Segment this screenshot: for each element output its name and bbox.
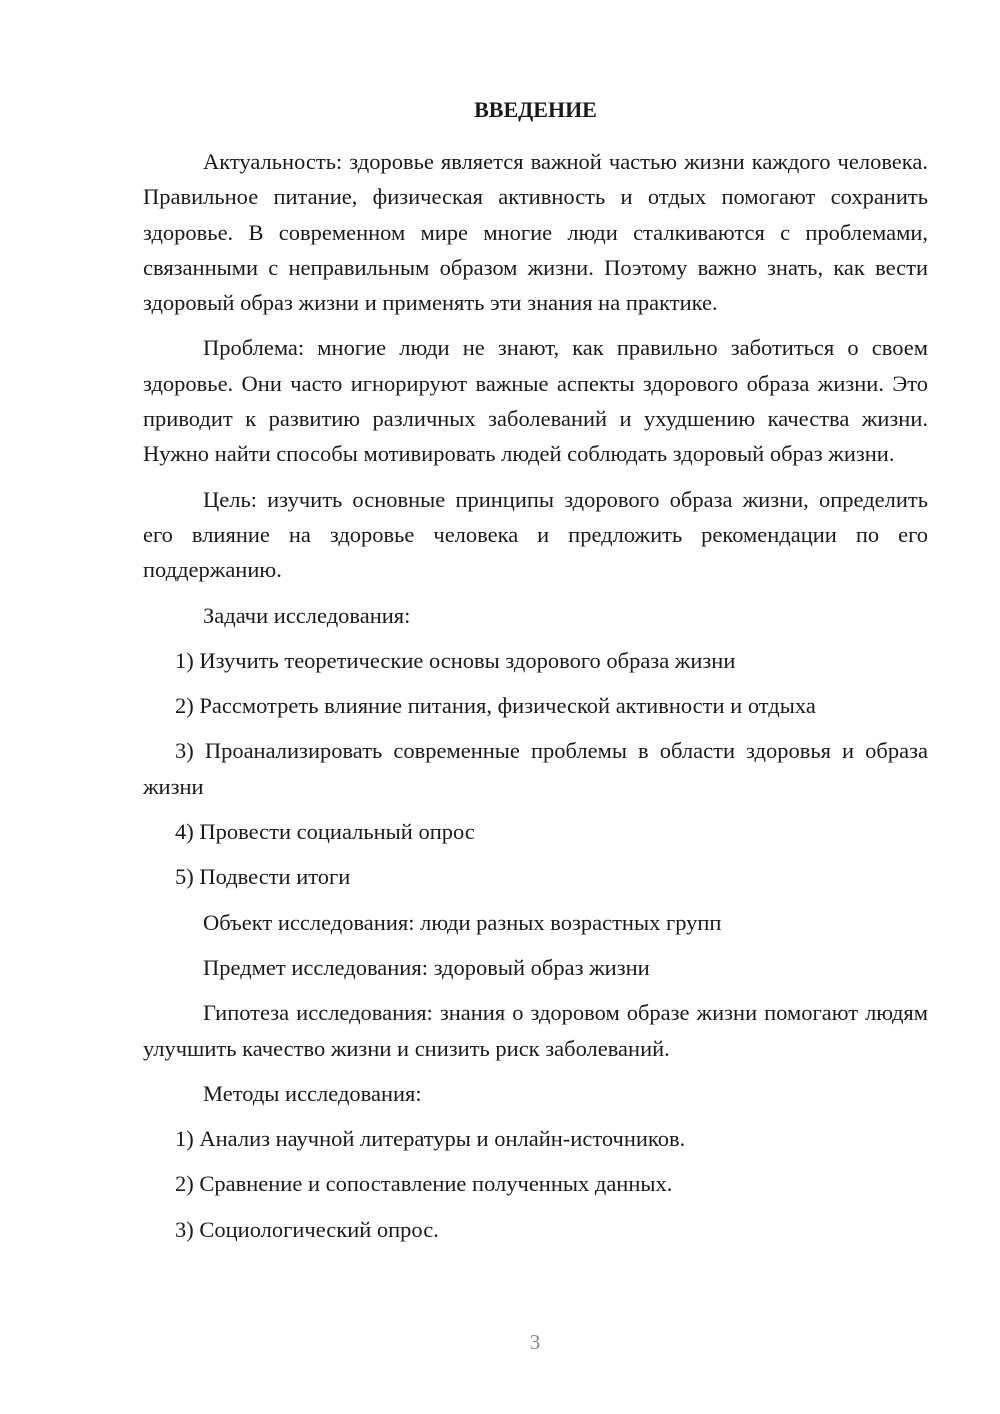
paragraph-goal: Цель: изучить основные принципы здорового образа жизни, определить его влияние на здоровье человека и предложить рекомендации по его поддержанию. — [143, 486, 928, 583]
paragraph-problem: Проблема: многие люди не знают, как правильно заботиться о своем здоровье. Они часто игнорируют важные аспекты здорового образа жизни. Это приводит к развитию различных заболеваний и ухудшению качества жизни. Нужно найти способы мотивировать людей соблюдать здоровый образ жизни. — [143, 335, 928, 467]
task-item: 1) Изучить теоретические основы здорового образа жизни — [175, 647, 736, 673]
task-item: 5) Подвести итоги — [175, 864, 351, 890]
method-item: 1) Анализ научной литературы и онлайн-источников. — [175, 1126, 686, 1152]
methods-heading: Методы исследования: — [203, 1080, 422, 1106]
page-content — [143, 92, 928, 1247]
task-item: 4) Провести социальный опрос — [175, 819, 475, 845]
task-item: 2) Рассмотреть влияние питания, физической активности и отдыха — [175, 693, 816, 719]
task-item: 3) Проанализировать современные проблемы в области здоровья и образа жизни — [143, 738, 928, 799]
tasks-heading: Задачи исследования: — [203, 602, 411, 628]
research-hypothesis: Гипотеза исследования: знания о здоровом образе жизни помогают людям улучшить качество жизни и снизить риск заболеваний. — [143, 1000, 928, 1061]
paragraph-relevance: Актуальность: здоровье является важной частью жизни каждого человека. Правильное питание, физическая активность и отдых помогают сохранить здоровье. В современном мире многие люди сталкиваются с проблемами, связанными с неправильным образом жизни. Поэтому важно знать, как вести здоровый образ жизни и применять эти знания на практике. — [143, 149, 928, 316]
method-item: 2) Сравнение и сопоставление полученных данных. — [175, 1171, 673, 1197]
research-object: Объект исследования: люди разных возрастных групп — [203, 909, 722, 935]
research-subject: Предмет исследования: здоровый образ жизни — [203, 954, 650, 980]
page-number: 3 — [529, 1330, 541, 1354]
method-item: 3) Социологический опрос. — [175, 1216, 439, 1242]
page-title: ВВЕДЕНИЕ — [474, 97, 597, 122]
